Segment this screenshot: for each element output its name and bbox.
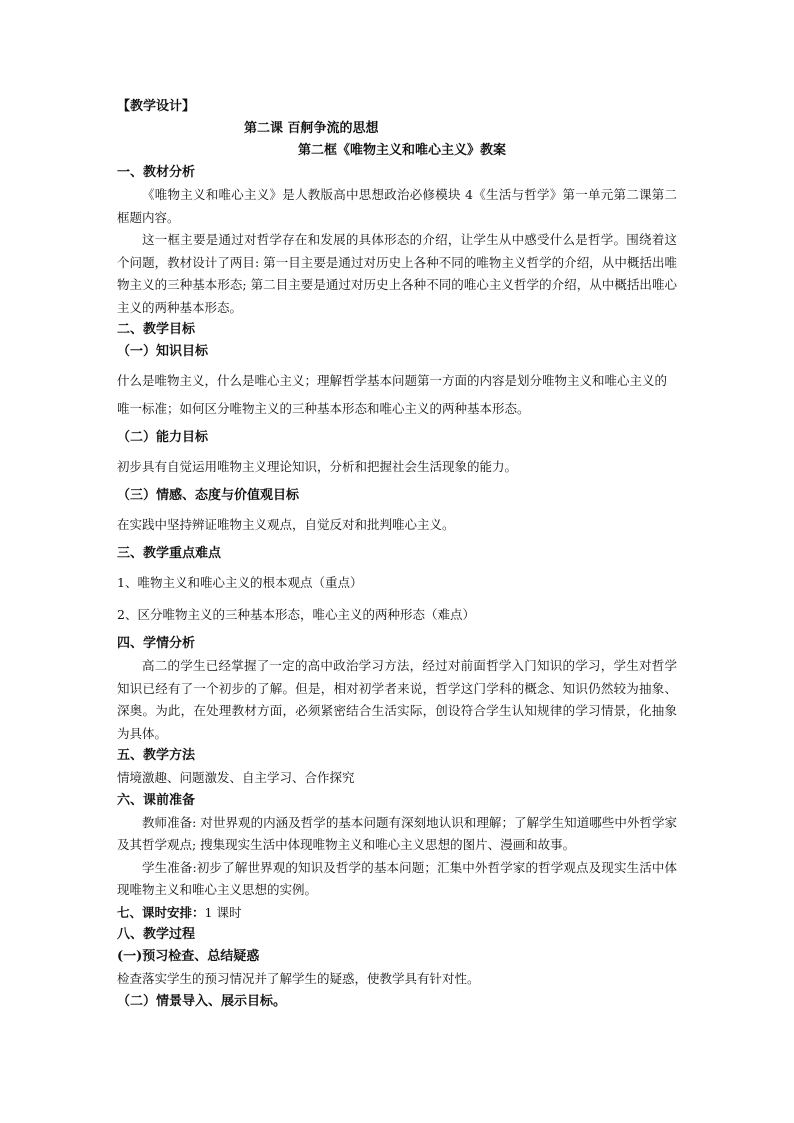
key-point-item-2: 2、区分唯物主义的三种基本形态，唯心主义的两种形态（难点）: [117, 607, 475, 622]
student-preparation-paragraph: 学生准备:初步了解世界观的知识及哲学的基本问题；汇集中外哲学家的哲学观点及现实生活中体现唯物主义和唯心主义思想的实例。: [117, 859, 677, 897]
section-heading-teaching-process: 八、教学过程: [117, 927, 196, 942]
teacher-preparation-paragraph: 教师准备: 对世界观的内涵及哲学的基本问题有深刻地认识和理解；了解学生知道哪些中外哲学家及其哲学观点; 搜集现实生活中体现唯物主义和唯心主义思想的图片、漫画和故事。: [117, 814, 677, 852]
document-header: 【教学设计】: [117, 99, 196, 114]
class-hours-line: [117, 902, 677, 925]
knowledge-goals-text: 什么是唯物主义，什么是唯心主义；理解哲学基本问题第一方面的内容是划分唯物主义和唯心主义的唯一标准；如何区分唯物主义的三种基本形态和唯心主义的两种基本形态。: [117, 373, 668, 416]
section-title: 第二框《唯物主义和唯心主义》教案: [298, 143, 507, 158]
section-heading-key-points: 三、教学重点难点: [117, 546, 222, 561]
key-point-item-1: 1、唯物主义和唯心主义的根本观点（重点）: [117, 575, 363, 590]
teaching-methods-text: 情境激趣、问题激发、自主学习、合作探究: [117, 770, 355, 785]
subheading-knowledge-goals: （一）知识目标: [117, 344, 209, 359]
section-heading-student-analysis: 四、学情分析: [117, 636, 196, 651]
class-hours-value: 1 课时: [204, 904, 242, 920]
section-heading-preparation: 六、课前准备: [117, 792, 196, 808]
textbook-analysis-paragraph-1: 《唯物主义和唯心主义》是人教版高中思想政治必修模块 4《生活与哲学》第一单元第二课第二框题内容。: [117, 187, 677, 225]
subheading-scenario-intro: （二）情景导入、展示目标。: [117, 993, 287, 1009]
lesson-plan-page: [117, 96, 677, 1013]
preview-check-text: 检查落实学生的预习情况并了解学生的疑惑，使教学具有针对性。: [117, 971, 480, 986]
student-analysis-paragraph: 高二的学生已经掌握了一定的高中政治学习方法，经过对前面哲学入门知识的学习，学生对哲学知识已经有了一个初步的了解。但是，相对初学者来说，哲学这门学科的概念、知识仍然较为抽象、深奥。为此，在处理教材方面，必须紧密结合生活实际，创设符合学生认知规律的学习情景，化抽象为具体。: [117, 658, 677, 741]
ability-goals-text: 初步具有自觉运用唯物主义理论知识，分析和把握社会生活现象的能力。: [117, 459, 518, 474]
subheading-emotion-goals: （三）情感、态度与价值观目标: [117, 488, 300, 503]
section-heading-teaching-methods: 五、教学方法: [117, 748, 196, 763]
subheading-preview-check: (一)预习检查、总结疑惑: [117, 949, 260, 964]
section-heading-class-hours: 七、课时安排：: [117, 904, 205, 920]
emotion-goals-text: 在实践中坚持辨证唯物主义观点，自觉反对和批判唯心主义。: [117, 517, 455, 532]
textbook-analysis-paragraph-2: 这一框主要是通过对哲学存在和发展的具体形态的介绍，让学生从中感受什么是哲学。围绕着这个问题，教材设计了两目: 第一目主要是通过对历史上各种不同的唯物主义哲学的介绍，从中概括出唯物主义的三种基本形态; 第二目主要是通过对历史上各种不同的唯心主义哲学的介绍，从中概括出唯心主义的两种基本形态。: [117, 232, 677, 315]
section-heading-teaching-goals: 二、教学目标: [117, 322, 196, 337]
lesson-title: 第二课 百舸争流的思想: [244, 121, 379, 136]
section-heading-textbook-analysis: 一、教材分析: [117, 165, 196, 180]
subheading-ability-goals: （二）能力目标: [117, 430, 209, 445]
